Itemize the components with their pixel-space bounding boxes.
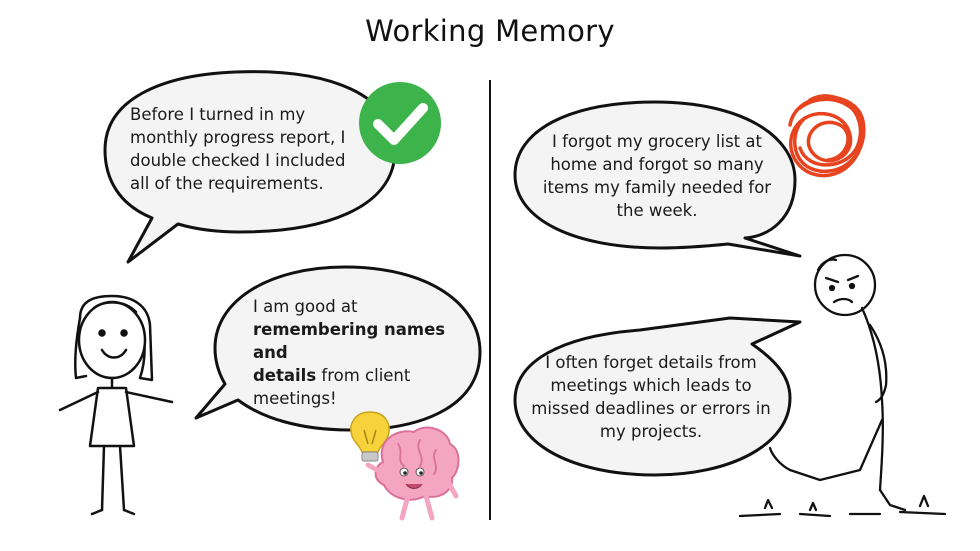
bubble-text-right-top [533, 130, 781, 222]
text-bold: details [253, 366, 317, 385]
text-line: the week. [616, 201, 698, 220]
text-line: double checked I included [130, 151, 346, 170]
bubble-text-left-bottom [253, 295, 475, 410]
text-line: meetings which leads to [550, 376, 752, 395]
text-line: monthly progress report, I [130, 128, 346, 147]
bubble-text-left-top [130, 103, 365, 195]
checkmark-icon [359, 82, 441, 164]
text-line: I am good at [253, 297, 358, 316]
scribble-icon [790, 96, 864, 176]
text-line: missed deadlines or errors in [531, 399, 771, 418]
text-line: all of the requirements. [130, 174, 324, 193]
text-line: my projects. [599, 422, 703, 441]
text-line: Before I turned in my [130, 105, 306, 124]
text-line: items my family needed for [542, 178, 772, 197]
text-line: I often forget details from [545, 353, 757, 372]
text-line: home and forgot so many [550, 155, 764, 174]
woman-figure [60, 296, 172, 514]
text-line: meetings! [253, 389, 337, 408]
page-title: Working Memory [365, 14, 615, 48]
bubble-text-right-bottom [526, 351, 776, 443]
text-line: I forgot my grocery list at [552, 132, 762, 151]
text-line: from client [316, 366, 411, 385]
text-bold: remembering names and [253, 320, 446, 362]
